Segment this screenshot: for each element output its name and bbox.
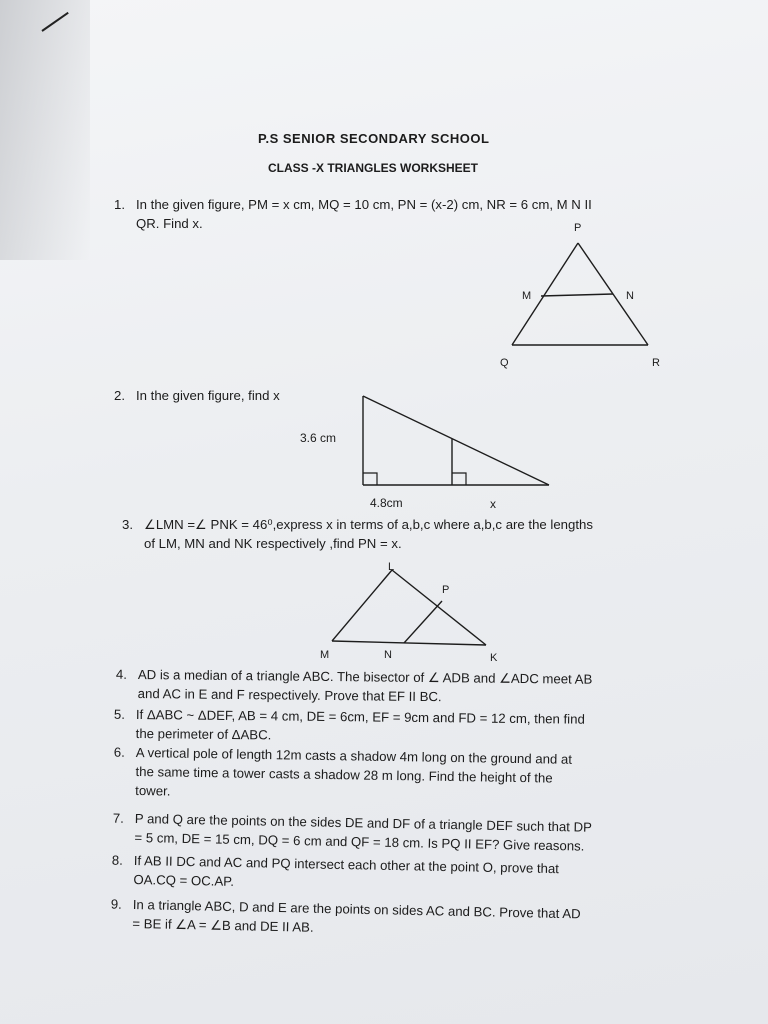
- question-number: 2.: [114, 388, 125, 403]
- question-line: QR. Find x.: [136, 216, 203, 231]
- question-line: the same time a tower casts a shadow 28 m long. Find the height of the: [135, 763, 553, 786]
- question-line: In the given figure, PM = x cm, MQ = 10 cm, PN = (x-2) cm, NR = 6 cm, M N II: [136, 197, 592, 212]
- question-line: tower.: [135, 782, 171, 799]
- figure-2-base-label: 4.8cm: [370, 496, 403, 510]
- question-line: AD is a median of a triangle ABC. The bisector of ∠ ADB and ∠ADC meet AB: [137, 666, 593, 687]
- question-line: If ΔABC ~ ΔDEF, AB = 4 cm, DE = 6cm, EF = 9cm and FD = 12 cm, then find: [135, 706, 585, 727]
- question-line: = 5 cm, DE = 15 cm, DQ = 6 cm and QF = 18 cm. Is PQ II EF? Give reasons.: [134, 829, 585, 854]
- question-5: [113, 705, 585, 748]
- school-name: P.S SENIOR SECONDARY SCHOOL: [258, 131, 490, 146]
- figure-1-label-m: M: [522, 290, 532, 302]
- figure-3-label-n: N: [384, 649, 392, 661]
- question-number: 1.: [114, 197, 125, 212]
- question-line: and AC in E and F respectively. Prove that EF II BC.: [137, 685, 442, 705]
- question-line: = BE if ∠A = ∠B and DE II AB.: [132, 915, 314, 935]
- figure-1-label-n: N: [626, 290, 634, 302]
- question-number: 4.: [115, 666, 127, 682]
- figure-1-label-r: R: [652, 357, 660, 369]
- question-line: In a triangle ABC, D and E are the points on sides AC and BC. Prove that AD: [132, 896, 581, 922]
- worksheet-title: CLASS -X TRIANGLES WORKSHEET: [268, 161, 479, 175]
- figure-3-label-p: P: [442, 584, 450, 596]
- question-number: 8.: [111, 852, 123, 868]
- question-line: of LM, MN and NK respectively ,find PN = x.: [144, 536, 402, 551]
- question-line: P and Q are the points on the sides DE and DF of a triangle DEF such that DP: [134, 810, 593, 835]
- question-6: [113, 743, 573, 807]
- question-line: ∠LMN =∠ PNK = 46⁰,express x in terms of a,b,c where a,b,c are the lengths: [144, 517, 593, 532]
- question-line: If AB II DC and AC and PQ intersect each other at the point O, prove that: [133, 852, 560, 877]
- question-number: 7.: [112, 810, 124, 826]
- figure-2-height-label: 3.6 cm: [300, 431, 337, 445]
- figure-3-label-k: K: [490, 652, 498, 664]
- question-line: the perimeter of ΔABC.: [135, 725, 272, 743]
- question-line: A vertical pole of length 12m casts a shadow 4m long on the ground and at: [135, 744, 573, 767]
- question-number: 5.: [113, 706, 125, 722]
- figure-2-x-label: x: [490, 497, 496, 511]
- figure-1-label-q: Q: [500, 357, 509, 369]
- figure-1-label-p: P: [574, 222, 582, 234]
- question-line: OA.CQ = OC.AP.: [133, 871, 235, 889]
- question-4: [115, 665, 593, 708]
- question-line: In the given figure, find x: [136, 388, 280, 403]
- question-number: 6.: [113, 744, 125, 760]
- question-number: 9.: [110, 896, 122, 912]
- figure-3-label-m: M: [320, 649, 330, 661]
- question-8: [111, 851, 560, 897]
- figure-3-label-l: L: [388, 561, 395, 573]
- question-number: 3.: [122, 517, 133, 532]
